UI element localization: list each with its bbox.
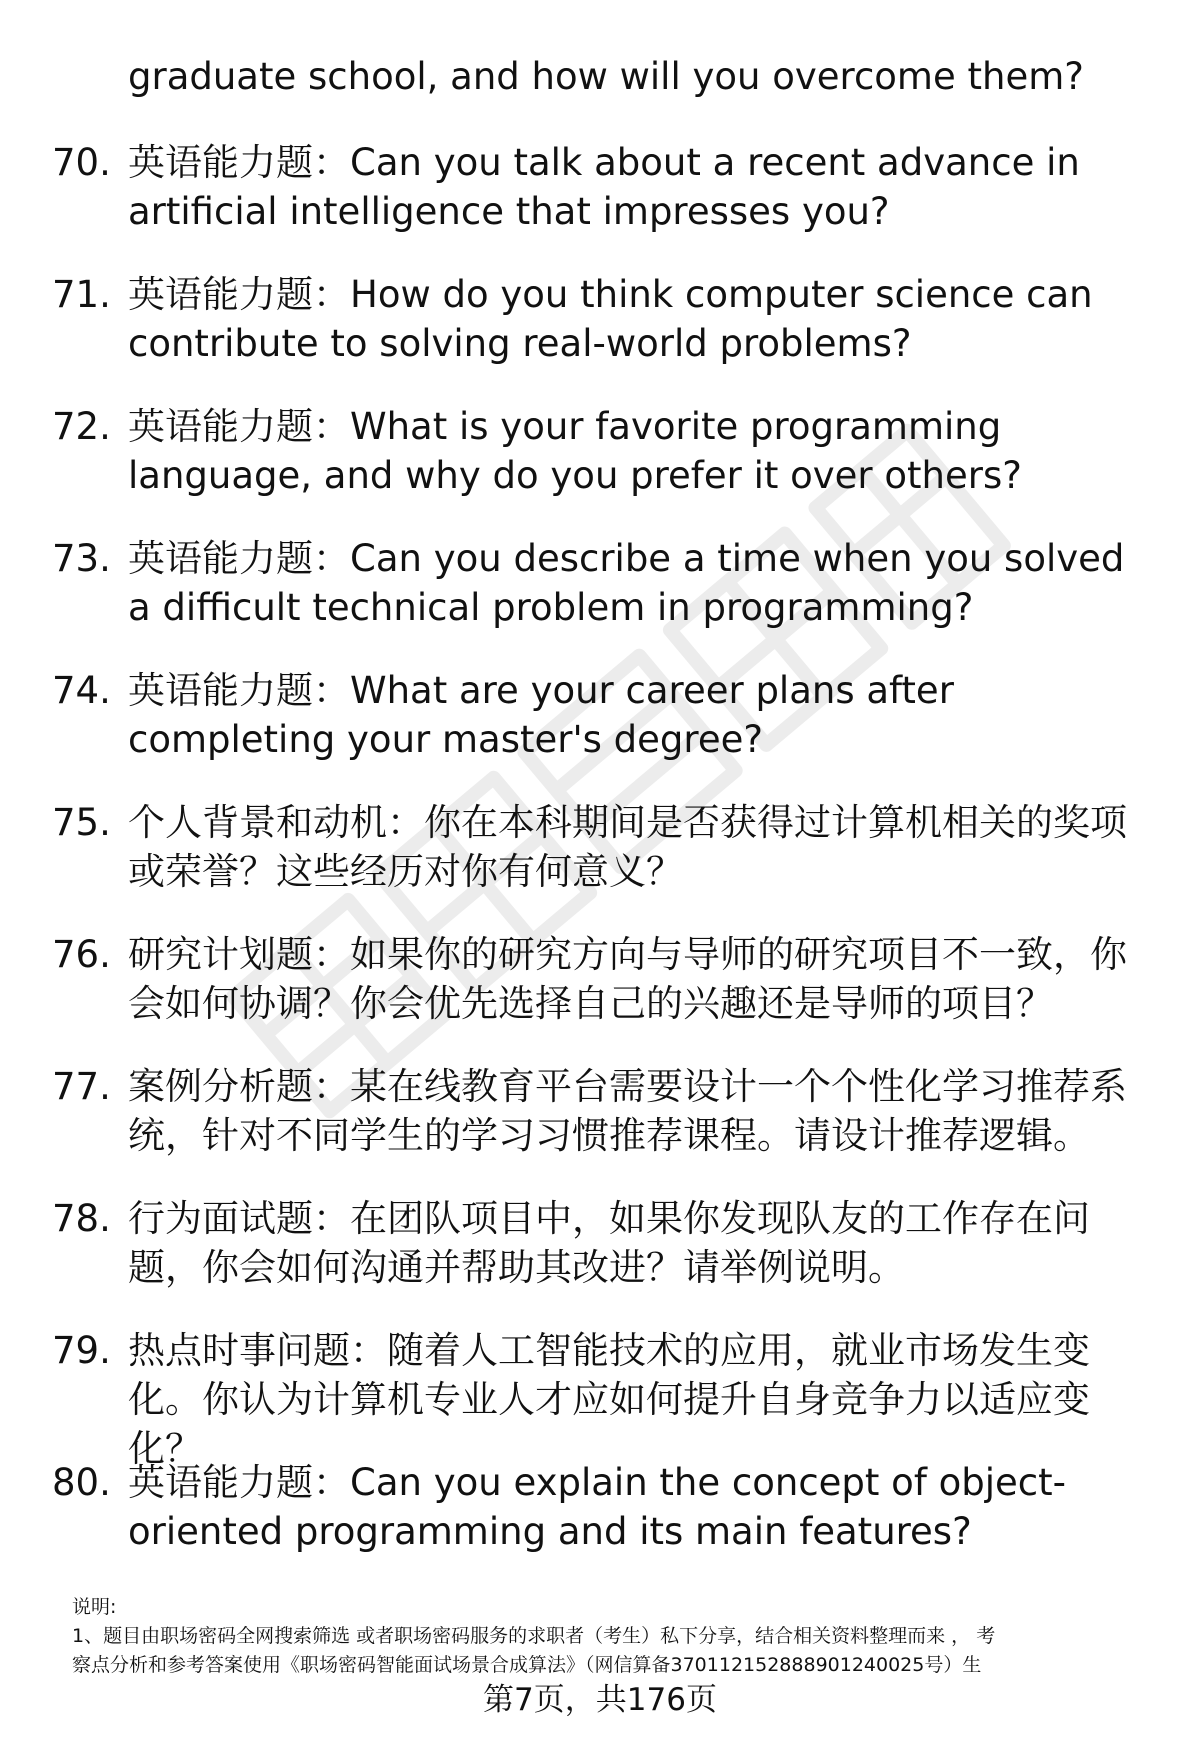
question-text: 英语能力题：What is your favorite programming language, and why do you prefer it over others? (128, 405, 1022, 497)
question-number: 78. (52, 1197, 111, 1240)
question-text: 英语能力题：Can you talk about a recent advance in artificial intelligence that impresses you? (128, 141, 1080, 233)
question-number: 79. (52, 1329, 111, 1372)
question-text: 案例分析题：某在线教育平台需要设计一个个性化学习推荐系统，针对不同学生的学习习惯推荐课程。请设计推荐逻辑。 (128, 1065, 1127, 1157)
question-number: 76. (52, 933, 111, 976)
notes-heading: 说明: (72, 1596, 117, 1618)
list-item (0, 798, 1200, 930)
question-number: 70. (52, 141, 111, 184)
list-item (0, 666, 1200, 798)
question-list (0, 138, 1200, 1590)
question-text: 英语能力题：How do you think computer science can contribute to solving real-world problems? (128, 273, 1093, 365)
question-number: 74. (52, 669, 111, 712)
question-text: 研究计划题：如果你的研究方向与导师的研究项目不一致，你会如何协调？你会优先选择自己的兴趣还是导师的项目？ (128, 933, 1127, 1025)
question-number: 80. (52, 1461, 111, 1504)
list-item (0, 1062, 1200, 1194)
question-text: 行为面试题：在团队项目中，如果你发现队友的工作存在问题，你会如何沟通并帮助其改进？请举例说明。 (128, 1197, 1090, 1289)
question-number: 73. (52, 537, 111, 580)
notes-line: 察点分析和参考答案使用《职场密码智能面试场景合成算法》（网信算备370112152888901240025号）生 (72, 1654, 982, 1676)
question-number: 72. (52, 405, 111, 448)
list-item (0, 534, 1200, 666)
question-number: 71. (52, 273, 111, 316)
question-text: 英语能力题：Can you explain the concept of object-oriented programming and its main features? (128, 1461, 1066, 1553)
list-item (0, 1326, 1200, 1470)
list-item (0, 138, 1200, 270)
notes-line: 1、题目由职场密码全网搜索筛选 或者职场密码服务的求职者（考生）私下分享，结合相关资料整理而来 ， 考 (72, 1625, 996, 1647)
list-item (0, 930, 1200, 1062)
question-text: 英语能力题：What are your career plans after completing your master's degree? (128, 669, 954, 761)
list-item (0, 1458, 1200, 1590)
page-number: 第7页，共176页 (483, 1682, 717, 1718)
question-text: 英语能力题：Can you describe a time when you solved a difficult technical problem in programming? (128, 537, 1125, 629)
list-item (0, 402, 1200, 534)
list-item (0, 270, 1200, 402)
question-text: 热点时事问题：随着人工智能技术的应用，就业市场发生变化。你认为计算机专业人才应如何提升自身竞争力以适应变化？ (128, 1329, 1090, 1470)
notes-section (72, 1593, 1152, 1680)
list-item (0, 1194, 1200, 1326)
question-text: 个人背景和动机：你在本科期间是否获得过计算机相关的奖项或荣誉？这些经历对你有何意义？ (128, 801, 1127, 893)
question-number: 75. (52, 801, 111, 844)
continued-question-text: graduate school, and how will you overcome them? (128, 55, 1084, 98)
question-number: 77. (52, 1065, 111, 1108)
